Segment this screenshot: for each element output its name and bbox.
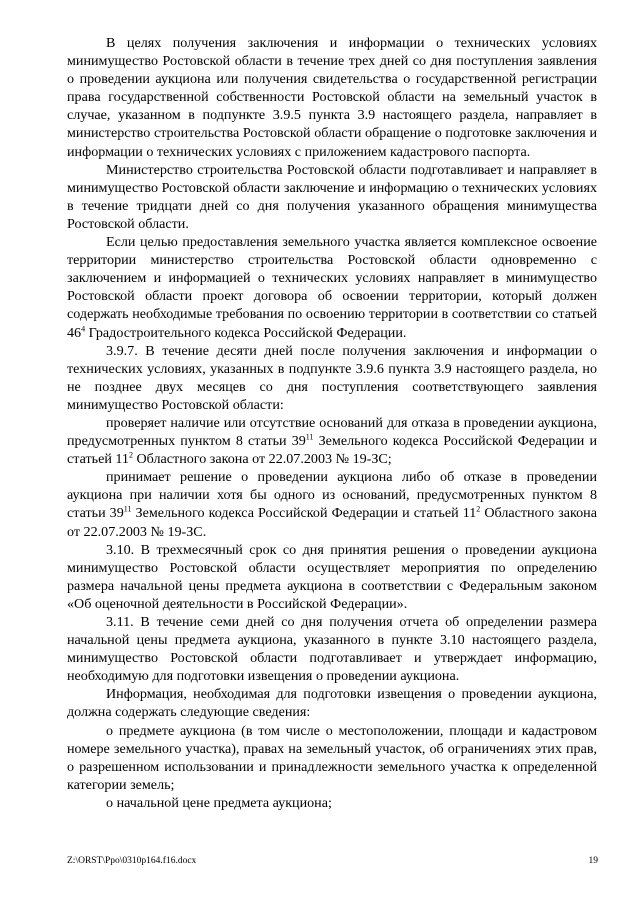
paragraph: 3.9.7. В течение десяти дней после получения заключения и информации о технических условиях, указанных в подпункте 3.9.6 пункта 3.9 настоящего раздела, но не позднее двух месяцев со дня поступления соответствующего заявления минимущество Ростовской области: xyxy=(67,342,597,413)
paragraph-text: Земельного кодекса Российской Федерации и статьей 11 xyxy=(131,505,477,522)
superscript: 11 xyxy=(305,432,314,442)
paragraph-text: Градостроительного кодекса Российской Федерации. xyxy=(85,324,407,341)
paragraph-text: проверяет наличие или отсутствие оснований для отказа в проведении аукциона, предусмотренных пунктом 8 статьи 39 xyxy=(67,414,597,450)
paragraph xyxy=(67,468,597,540)
paragraph: Информация, необходимая для подготовки извещения о проведении аукциона, должна содержать следующие сведения: xyxy=(67,686,597,721)
paragraph-text: Земельного кодекса Российской Федерации и статьей 11 xyxy=(67,433,597,468)
superscript: 2 xyxy=(128,450,133,460)
paragraph: 3.11. В течение семи дней со дня получения отчета об определении размера начальной цены предмета аукциона, указанного в пункте 3.10 настоящего раздела, минимущество Ростовской области подготавливает и утверждает информацию, необходимую для подготовки извещения о проведении аукциона. xyxy=(67,614,597,685)
paragraph-text: Областного закона от 22.07.2003 № 19-ЗС. xyxy=(67,505,597,540)
superscript: 4 xyxy=(81,323,86,333)
page-number: 19 xyxy=(588,856,598,866)
document-body xyxy=(67,34,597,812)
paragraph: о начальной цене предмета аукциона; xyxy=(106,794,332,811)
paragraph: 3.10. В трехмесячный срок со дня принятия решения о проведении аукциона минимущество Ростовской области осуществляет мероприятия по определению размера начальной цены предмета аукциона в соответствии с Федеральным законом «Об оценочной деятельности в Российской Федерации». xyxy=(67,541,597,612)
footer-file-path: Z:\ORST\Ppo\0310p164.f16.docx xyxy=(67,856,197,866)
paragraph-text: принимает решение о проведении аукциона либо об отказе в проведении аукциона при наличии хотя бы одного из оснований, предусмотренных пунктом 8 статьи 39 xyxy=(67,469,597,522)
paragraph: В целях получения заключения и информации о технических условиях минимущество Ростовской области в течение трех дней со дня поступления заявления о проведении аукциона или получения свидетельства о государственной регистрации права государственной собственности Ростовской области на земельный участок в случае, указанном в подпункте 3.9.5 пункта 3.9 настоящего раздела, направляет в министерство строительства Ростовской области обращение о подготовке заключения и информации о технических условиях с приложением кадастрового паспорта. xyxy=(67,35,597,160)
paragraph xyxy=(67,233,597,342)
superscript: 2 xyxy=(476,504,481,514)
superscript: 11 xyxy=(123,504,132,514)
paragraph: о предмете аукциона (в том числе о местоположении, площади и кадастровом номере земельного участка), правах на земельный участок, об ограничениях этих прав, о разрешенном использовании и принадлежности земельного участка к определенной категории земель; xyxy=(67,722,597,793)
paragraph xyxy=(67,414,597,468)
paragraph: Министерство строительства Ростовской области подготавливает и направляет в минимущество Ростовской области заключение и информацию о технических условиях в течение тридцати дней со дня получения указанного обращения минимущества Ростовской области. xyxy=(67,161,597,232)
paragraph-text: Областного закона от 22.07.2003 № 19-ЗС; xyxy=(132,451,392,468)
paragraph-text: Если целью предоставления земельного участка является комплексное освоение территории министерство строительства Ростовской области одновременно с заключением и информацией о технических условиях направляет в минимущество Ростовской области проект договора об освоении территории, который должен содержать необходимые требования по освоению территории в соответствии со статьей 46 xyxy=(67,234,597,341)
